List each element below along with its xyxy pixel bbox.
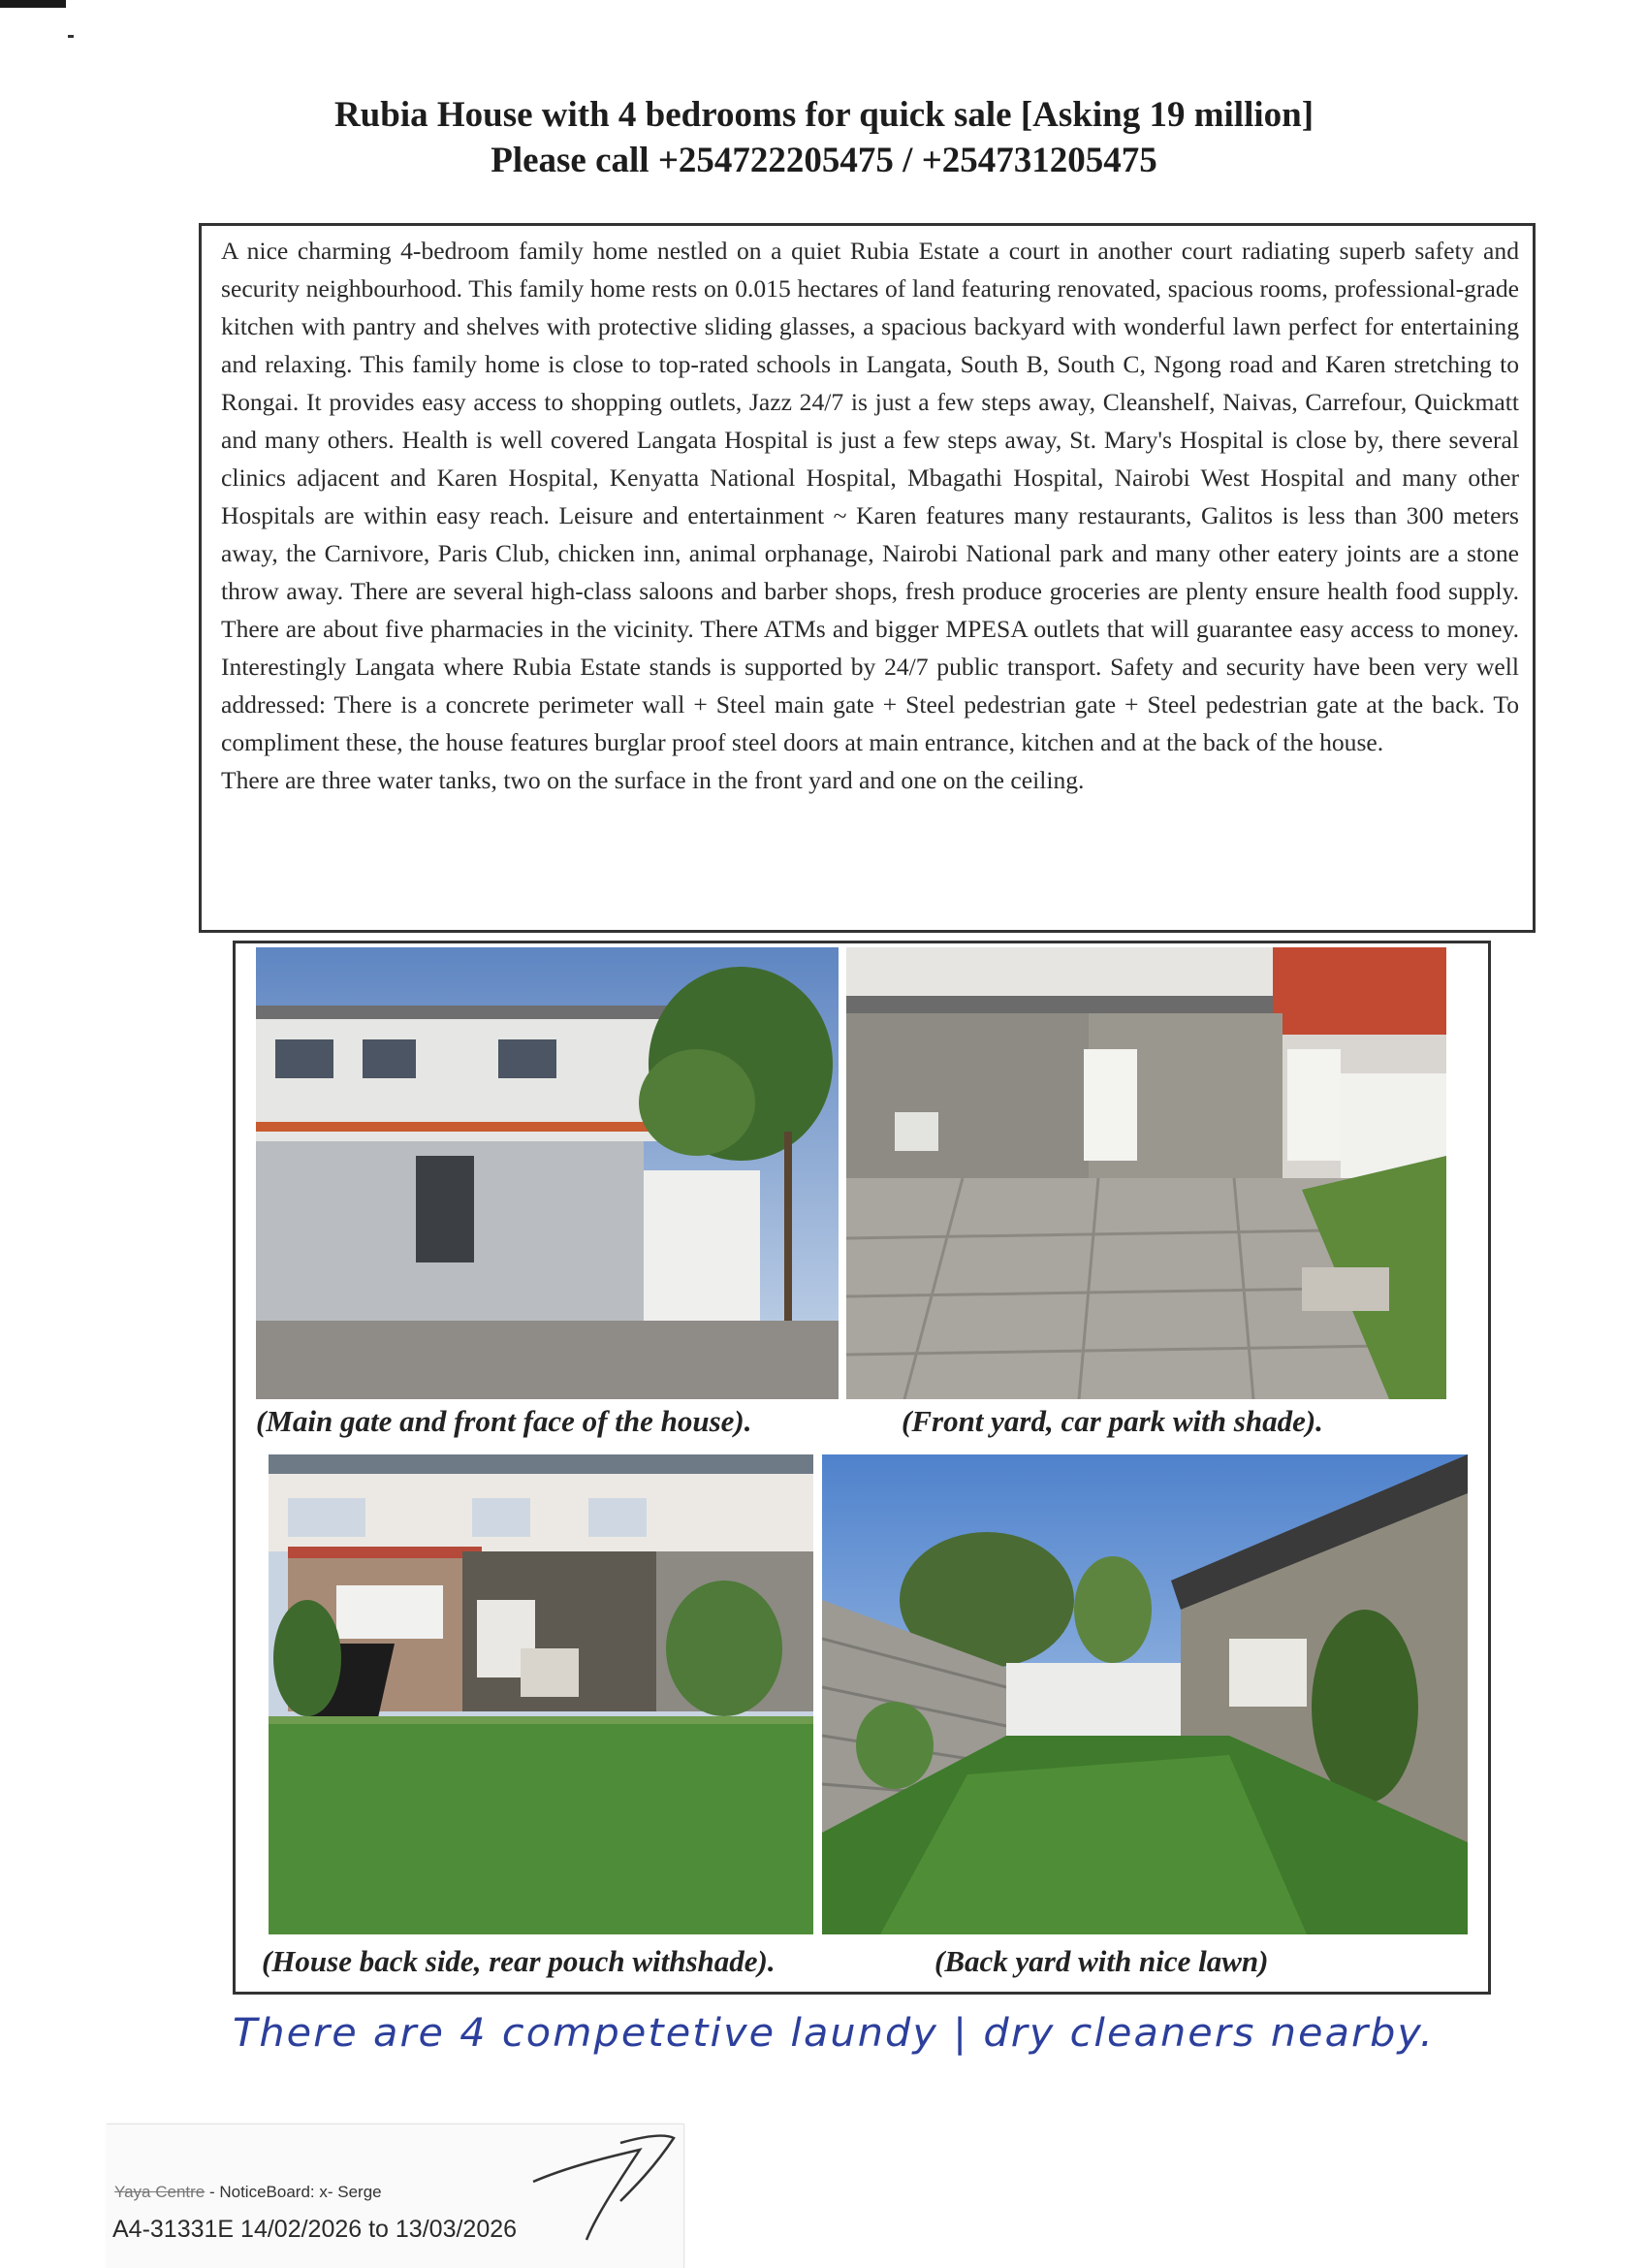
page-title: Rubia House with 4 bedrooms for quick sale [Asking 19 million]: [333, 95, 1314, 135]
scan-corner-mark: [0, 0, 66, 8]
description-paragraph-main: A nice charming 4-bedroom family home nestled on a quiet Rubia Estate a court in another court radiating superb safety and security neighbourhood. This family home rests on 0.015 hectares of land featuring renovated, spacious rooms, professional-grade kitchen with pantry and shelves with protective sliding glasses, a spacious backyard with wonderful lawn perfect for entertaining and relaxing. This family home is close to top-rated schools in Langata, South B, South C, Ngong road and Karen stretching to Rongai. It provides easy access to shopping outlets, Jazz 24/7 is just a few steps away, Cleanshelf, Naivas, Carrefour, Quickmatt and many others. Health is well covered Langata Hospital is just a few steps away, St. Mary's Hospital is close by, there several clinics adjacent and Karen Hospital, Kenyatta National Hospital, Mbagathi Hospital, Nairobi West Hospital and many other Hospitals are within easy reach. Leisure and entertainment ~ Karen features many restaurants, Galitos is less than 300 meters away, the Carnivore, Paris Club, chicken inn, animal orphanage, Nairobi National park and many other eatery joints are a stone throw away. There are several high-class saloons and barber shops, fresh produce groceries are plenty ensure health food supply. There are about five pharmacies in the vicinity. There ATMs and bigger MPESA outlets that will guarantee easy access to money. Interestingly Langata where Rubia Estate stands is supported by 24/7 public transport. Safety and security have been very well addressed: There is a concrete perimeter wall + Steel main gate + Steel pedestrian gate + Steel pedestrian gate at the back. To compliment these, the house features burglar proof steel doors at main entrance, kitchen and at the back of the house.: [221, 237, 1519, 756]
stamp-board-text: - NoticeBoard: x- Serge: [208, 2183, 382, 2201]
caption-back-yard: (Back yard with nice lawn): [934, 1944, 1269, 1978]
signature-scribble: [528, 2128, 703, 2245]
stamp-reference: A4-31331E 14/02/2026 to 13/03/2026: [112, 2216, 518, 2243]
scan-tick-mark: [68, 35, 74, 38]
handwritten-note-text: There are 4 competetive laundy | dry cleaners nearby.: [233, 2011, 1435, 2056]
description-box: [199, 223, 1536, 933]
handwritten-note: [233, 1996, 1503, 2073]
caption-front-yard: (Front yard, car park with shade).: [902, 1404, 1323, 1438]
caption-main-gate: (Main gate and front face of the house).: [256, 1404, 752, 1438]
photo-house-back: [269, 1454, 813, 1934]
contact-phone-line: Please call +254722205475 / +254731205475: [491, 141, 1157, 180]
caption-house-back: (House back side, rear pouch withshade).: [262, 1944, 776, 1978]
stamp-struck-text: Yaya Centre: [114, 2183, 206, 2201]
photo-main-gate: [256, 947, 839, 1399]
description-paragraph-water-tanks: There are three water tanks, two on the surface in the front yard and one on the ceiling.: [221, 766, 1085, 794]
photo-front-yard: [846, 947, 1446, 1399]
stamp-board-line: [114, 2183, 382, 2202]
photo-back-yard: [822, 1454, 1468, 1934]
